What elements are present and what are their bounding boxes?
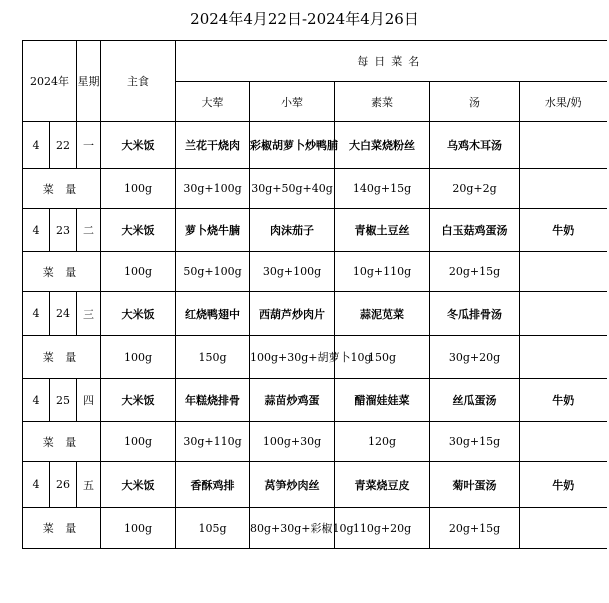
- col-header-soup: 汤: [430, 82, 520, 122]
- vegetable-dish-cell: 蒜泥苋菜: [335, 292, 430, 336]
- weekday-cell: 三: [77, 292, 101, 336]
- vegetable-qty-cell: 10g+110g: [335, 252, 430, 292]
- date-cell: 24: [50, 292, 77, 336]
- weekday-cell: 二: [77, 209, 101, 252]
- staple-cell: 大米饭: [101, 462, 176, 508]
- minor-meat-qty-cell: 100g+30g: [250, 422, 335, 462]
- main-meat-qty-cell: 105g: [176, 508, 250, 549]
- main-meat-dish-cell: 萝卜烧牛腩: [176, 209, 250, 252]
- weekday-cell: 一: [77, 122, 101, 169]
- quantity-label: 菜 量: [23, 508, 101, 549]
- minor-meat-qty-cell: 30g+100g: [250, 252, 335, 292]
- month-cell: 4: [23, 292, 50, 336]
- col-header-minor-meat: 小荤: [250, 82, 335, 122]
- minor-meat-dish-cell: 肉沫茄子: [250, 209, 335, 252]
- month-cell: 4: [23, 209, 50, 252]
- day-row: [23, 122, 607, 169]
- vegetable-dish-cell: 青菜烧豆皮: [335, 462, 430, 508]
- staple-cell: 大米饭: [101, 379, 176, 422]
- fruit-milk-cell: 牛奶: [520, 379, 607, 422]
- fruit-milk-cell: [520, 122, 607, 169]
- vegetable-dish-cell: 大白菜烧粉丝: [335, 122, 430, 169]
- year-header: 2024年: [23, 41, 77, 122]
- col-header-main-meat: 大荤: [176, 82, 250, 122]
- vegetable-dish-cell: 醋溜娃娃菜: [335, 379, 430, 422]
- page-title: 2024年4月22日-2024年4月26日: [190, 10, 419, 28]
- staple-header: 主食: [101, 41, 176, 122]
- daily-dishes-header: 每日菜名: [176, 41, 607, 82]
- soup-qty-cell: 20g+15g: [430, 508, 520, 549]
- day-row: [23, 292, 607, 336]
- main-meat-qty-cell: 30g+110g: [176, 422, 250, 462]
- minor-meat-dish-cell: 西葫芦炒肉片: [250, 292, 335, 336]
- main-meat-qty-cell: 30g+100g: [176, 169, 250, 209]
- date-cell: 23: [50, 209, 77, 252]
- quantity-label: 菜 量: [23, 252, 101, 292]
- soup-dish-cell: 菊叶蛋汤: [430, 462, 520, 508]
- quantity-row: [23, 422, 607, 462]
- main-meat-dish-cell: 红烧鸭翅中: [176, 292, 250, 336]
- col-header-fruit-milk: 水果/奶: [520, 82, 607, 122]
- vegetable-qty-cell: 120g: [335, 422, 430, 462]
- quantity-label: 菜 量: [23, 336, 101, 379]
- staple-cell: 大米饭: [101, 122, 176, 169]
- main-meat-dish-cell: 年糕烧排骨: [176, 379, 250, 422]
- day-row: [23, 209, 607, 252]
- date-cell: 25: [50, 379, 77, 422]
- soup-dish-cell: 冬瓜排骨汤: [430, 292, 520, 336]
- staple-qty-cell: 100g: [101, 422, 176, 462]
- day-row: [23, 379, 607, 422]
- month-cell: 4: [23, 122, 50, 169]
- minor-meat-qty-cell: 30g+50g+40g: [250, 169, 335, 209]
- quantity-row: [23, 169, 607, 209]
- fruit-milk-qty-cell: [520, 508, 607, 549]
- vegetable-qty-cell: 140g+15g: [335, 169, 430, 209]
- month-cell: 4: [23, 379, 50, 422]
- main-meat-dish-cell: 香酥鸡排: [176, 462, 250, 508]
- staple-cell: 大米饭: [101, 209, 176, 252]
- main-meat-qty-cell: 150g: [176, 336, 250, 379]
- soup-qty-cell: 30g+20g: [430, 336, 520, 379]
- soup-dish-cell: 白玉菇鸡蛋汤: [430, 209, 520, 252]
- fruit-milk-qty-cell: [520, 336, 607, 379]
- weekday-cell: 四: [77, 379, 101, 422]
- weekday-cell: 五: [77, 462, 101, 508]
- minor-meat-qty-cell: 100g+30g+胡萝卜10g: [250, 336, 335, 379]
- staple-qty-cell: 100g: [101, 252, 176, 292]
- main-meat-qty-cell: 50g+100g: [176, 252, 250, 292]
- minor-meat-dish-cell: 彩椒胡萝卜炒鸭脯: [250, 122, 335, 169]
- soup-dish-cell: 丝瓜蛋汤: [430, 379, 520, 422]
- fruit-milk-qty-cell: [520, 252, 607, 292]
- quantity-row: [23, 336, 607, 379]
- main-meat-dish-cell: 兰花干烧肉: [176, 122, 250, 169]
- date-cell: 22: [50, 122, 77, 169]
- fruit-milk-cell: 牛奶: [520, 209, 607, 252]
- staple-qty-cell: 100g: [101, 169, 176, 209]
- staple-cell: 大米饭: [101, 292, 176, 336]
- minor-meat-dish-cell: 莴笋炒肉丝: [250, 462, 335, 508]
- fruit-milk-cell: [520, 292, 607, 336]
- day-row: [23, 462, 607, 508]
- menu-table: [22, 40, 607, 549]
- fruit-milk-qty-cell: [520, 169, 607, 209]
- weekday-header: 星期: [77, 41, 101, 122]
- minor-meat-qty-cell: 80g+30g+彩椒10g: [250, 508, 335, 549]
- soup-qty-cell: 30g+15g: [430, 422, 520, 462]
- vegetable-qty-cell: 110g+20g: [335, 508, 430, 549]
- fruit-milk-qty-cell: [520, 422, 607, 462]
- vegetable-dish-cell: 青椒土豆丝: [335, 209, 430, 252]
- vegetable-qty-cell: 150g: [335, 336, 430, 379]
- quantity-row: [23, 252, 607, 292]
- quantity-label: 菜 量: [23, 422, 101, 462]
- date-cell: 26: [50, 462, 77, 508]
- quantity-row: [23, 508, 607, 549]
- staple-qty-cell: 100g: [101, 508, 176, 549]
- month-cell: 4: [23, 462, 50, 508]
- fruit-milk-cell: 牛奶: [520, 462, 607, 508]
- col-header-vegetable: 素菜: [335, 82, 430, 122]
- soup-qty-cell: 20g+15g: [430, 252, 520, 292]
- soup-dish-cell: 乌鸡木耳汤: [430, 122, 520, 169]
- soup-qty-cell: 20g+2g: [430, 169, 520, 209]
- minor-meat-dish-cell: 蒜苗炒鸡蛋: [250, 379, 335, 422]
- staple-qty-cell: 100g: [101, 336, 176, 379]
- quantity-label: 菜 量: [23, 169, 101, 209]
